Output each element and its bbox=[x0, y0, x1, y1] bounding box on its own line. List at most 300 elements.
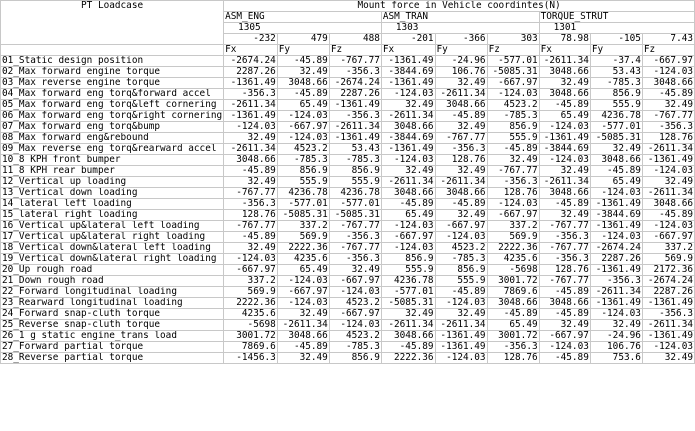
force-value-cell[interactable]: -2611.34 bbox=[590, 287, 642, 298]
force-value-cell[interactable]: -356.3 bbox=[329, 111, 381, 122]
loadcase-label-cell[interactable]: 23_Rearward longitudinal loading bbox=[1, 298, 224, 309]
force-value-cell[interactable]: -1361.49 bbox=[590, 221, 642, 232]
node-id-cell[interactable]: 1305 bbox=[224, 23, 382, 34]
force-value-cell[interactable]: -124.03 bbox=[642, 67, 694, 78]
force-value-cell[interactable]: 128.76 bbox=[435, 155, 487, 166]
component-cell[interactable]: Fx bbox=[539, 45, 590, 56]
force-value-cell[interactable]: -124.03 bbox=[224, 254, 278, 265]
loadcase-label-cell[interactable]: 03_Max reverse engine torque bbox=[1, 78, 224, 89]
force-value-cell[interactable]: -767.77 bbox=[329, 221, 381, 232]
force-value-cell[interactable]: -45.89 bbox=[539, 309, 590, 320]
loadcase-label-cell[interactable]: 21_Down rough road bbox=[1, 276, 224, 287]
force-value-cell[interactable]: 53.43 bbox=[329, 144, 381, 155]
force-value-cell[interactable]: -577.01 bbox=[381, 287, 435, 298]
force-value-cell[interactable]: -577.01 bbox=[329, 199, 381, 210]
force-value-cell[interactable]: 65.49 bbox=[277, 265, 329, 276]
force-value-cell[interactable]: 128.76 bbox=[539, 265, 590, 276]
force-value-cell[interactable]: -1361.49 bbox=[329, 133, 381, 144]
loadcase-label-cell[interactable]: 05_Max forward eng torq&left cornering bbox=[1, 100, 224, 111]
loadcase-label-cell[interactable]: 18_Vertical down&lateral left loading bbox=[1, 243, 224, 254]
force-value-cell[interactable]: -356.3 bbox=[329, 67, 381, 78]
mount-force-title-cell[interactable]: Mount force in Vehicle coordintes(N) bbox=[224, 1, 695, 12]
force-value-cell[interactable]: 4523.2 bbox=[329, 331, 381, 342]
force-value-cell[interactable]: 128.76 bbox=[224, 210, 278, 221]
force-value-cell[interactable]: 32.49 bbox=[381, 100, 435, 111]
force-value-cell[interactable]: -667.97 bbox=[329, 309, 381, 320]
force-value-cell[interactable]: -45.89 bbox=[590, 166, 642, 177]
force-value-cell[interactable]: 4523.2 bbox=[277, 144, 329, 155]
force-value-cell[interactable]: 4523.2 bbox=[329, 298, 381, 309]
force-value-cell[interactable]: -767.77 bbox=[329, 243, 381, 254]
force-value-cell[interactable]: 569.9 bbox=[487, 232, 539, 243]
force-value-cell[interactable]: 3048.66 bbox=[435, 188, 487, 199]
force-value-cell[interactable]: -667.97 bbox=[381, 232, 435, 243]
force-value-cell[interactable]: -1361.49 bbox=[435, 331, 487, 342]
component-cell[interactable]: Fy bbox=[435, 45, 487, 56]
force-value-cell[interactable]: -1361.49 bbox=[590, 199, 642, 210]
loadcase-label-cell[interactable]: 08_Max forward eng&rebound bbox=[1, 133, 224, 144]
force-value-cell[interactable]: 4236.78 bbox=[329, 188, 381, 199]
coord-cell[interactable]: -201 bbox=[381, 34, 435, 45]
force-value-cell[interactable]: 32.49 bbox=[224, 177, 278, 188]
force-value-cell[interactable]: 4236.78 bbox=[277, 188, 329, 199]
force-value-cell[interactable]: 2287.26 bbox=[642, 287, 694, 298]
force-value-cell[interactable]: -124.03 bbox=[590, 309, 642, 320]
mount-name-cell[interactable]: TORQUE_STRUT bbox=[539, 12, 694, 23]
node-id-cell[interactable]: 1301 bbox=[539, 23, 694, 34]
force-value-cell[interactable]: -124.03 bbox=[590, 232, 642, 243]
force-value-cell[interactable]: -785.3 bbox=[329, 342, 381, 353]
force-value-cell[interactable]: -2611.34 bbox=[539, 56, 590, 67]
force-value-cell[interactable]: -2611.34 bbox=[435, 177, 487, 188]
force-value-cell[interactable]: -124.03 bbox=[381, 221, 435, 232]
force-value-cell[interactable]: -767.77 bbox=[224, 221, 278, 232]
force-value-cell[interactable]: 555.9 bbox=[590, 100, 642, 111]
force-value-cell[interactable]: -785.3 bbox=[277, 155, 329, 166]
force-value-cell[interactable]: -45.89 bbox=[435, 111, 487, 122]
force-value-cell[interactable]: -2611.34 bbox=[642, 144, 694, 155]
force-value-cell[interactable]: -24.96 bbox=[590, 331, 642, 342]
force-value-cell[interactable]: -124.03 bbox=[381, 155, 435, 166]
coord-cell[interactable]: 78.98 bbox=[539, 34, 590, 45]
force-value-cell[interactable]: -45.89 bbox=[539, 353, 590, 364]
force-value-cell[interactable]: 569.9 bbox=[277, 232, 329, 243]
force-value-cell[interactable]: -124.03 bbox=[329, 320, 381, 331]
force-value-cell[interactable]: 106.76 bbox=[435, 67, 487, 78]
force-value-cell[interactable]: -2611.34 bbox=[224, 144, 278, 155]
loadcase-label-cell[interactable]: 27_Forward partial torque bbox=[1, 342, 224, 353]
force-value-cell[interactable]: -3844.69 bbox=[381, 133, 435, 144]
force-value-cell[interactable]: -785.3 bbox=[435, 254, 487, 265]
force-value-cell[interactable]: 32.49 bbox=[642, 353, 694, 364]
force-value-cell[interactable]: 3048.66 bbox=[539, 188, 590, 199]
force-value-cell[interactable]: -356.3 bbox=[487, 342, 539, 353]
force-value-cell[interactable]: 856.9 bbox=[487, 122, 539, 133]
force-value-cell[interactable]: 65.49 bbox=[539, 111, 590, 122]
force-value-cell[interactable]: 3048.66 bbox=[487, 298, 539, 309]
force-value-cell[interactable]: 32.49 bbox=[435, 122, 487, 133]
force-value-cell[interactable]: -767.77 bbox=[539, 243, 590, 254]
force-value-cell[interactable]: 3048.66 bbox=[590, 155, 642, 166]
force-value-cell[interactable]: 32.49 bbox=[487, 155, 539, 166]
force-value-cell[interactable]: 32.49 bbox=[539, 78, 590, 89]
force-value-cell[interactable]: -667.97 bbox=[277, 122, 329, 133]
force-value-cell[interactable]: 32.49 bbox=[277, 309, 329, 320]
force-value-cell[interactable]: -667.97 bbox=[224, 265, 278, 276]
force-value-cell[interactable]: -356.3 bbox=[329, 232, 381, 243]
force-value-cell[interactable]: -2674.24 bbox=[642, 276, 694, 287]
force-value-cell[interactable]: -124.03 bbox=[277, 298, 329, 309]
force-value-cell[interactable]: 2287.26 bbox=[590, 254, 642, 265]
force-value-cell[interactable]: 337.2 bbox=[224, 276, 278, 287]
force-value-cell[interactable]: -3844.69 bbox=[381, 67, 435, 78]
force-value-cell[interactable]: -1361.49 bbox=[590, 265, 642, 276]
force-value-cell[interactable]: -124.03 bbox=[329, 287, 381, 298]
force-value-cell[interactable]: 32.49 bbox=[381, 166, 435, 177]
force-value-cell[interactable]: 3048.66 bbox=[642, 78, 694, 89]
loadcase-label-cell[interactable]: 28_Reverse partial torque bbox=[1, 353, 224, 364]
force-value-cell[interactable]: -356.3 bbox=[642, 122, 694, 133]
force-value-cell[interactable]: 53.43 bbox=[590, 67, 642, 78]
loadcase-label-cell[interactable]: 07_Max forward eng torq&bump bbox=[1, 122, 224, 133]
force-value-cell[interactable]: 2222.36 bbox=[224, 298, 278, 309]
force-value-cell[interactable]: -667.97 bbox=[642, 232, 694, 243]
loadcase-label-cell[interactable]: 20_Up rough road bbox=[1, 265, 224, 276]
force-value-cell[interactable]: 555.9 bbox=[277, 177, 329, 188]
force-value-cell[interactable]: -45.89 bbox=[435, 199, 487, 210]
force-value-cell[interactable]: -37.4 bbox=[590, 56, 642, 67]
force-value-cell[interactable]: -45.89 bbox=[381, 342, 435, 353]
loadcase-label-cell[interactable]: 25_Reverse snap-cluth torque bbox=[1, 320, 224, 331]
force-value-cell[interactable]: -124.03 bbox=[224, 122, 278, 133]
force-value-cell[interactable]: -124.03 bbox=[487, 199, 539, 210]
force-value-cell[interactable]: -1361.49 bbox=[539, 133, 590, 144]
corner-header-cell[interactable]: PT Loadcase bbox=[1, 1, 224, 45]
force-value-cell[interactable]: -124.03 bbox=[277, 133, 329, 144]
coord-cell[interactable]: 303 bbox=[487, 34, 539, 45]
force-value-cell[interactable]: -124.03 bbox=[381, 89, 435, 100]
loadcase-label-cell[interactable]: 14_lateral left loading bbox=[1, 199, 224, 210]
force-value-cell[interactable]: -785.3 bbox=[487, 111, 539, 122]
loadcase-label-cell[interactable]: 10_8 KPH front bumper bbox=[1, 155, 224, 166]
force-value-cell[interactable]: 753.6 bbox=[590, 353, 642, 364]
force-value-cell[interactable]: -5085.31 bbox=[590, 133, 642, 144]
force-value-cell[interactable]: 65.49 bbox=[277, 100, 329, 111]
force-value-cell[interactable]: -124.03 bbox=[435, 353, 487, 364]
force-value-cell[interactable]: -45.89 bbox=[539, 100, 590, 111]
force-value-cell[interactable]: -45.89 bbox=[487, 144, 539, 155]
force-value-cell[interactable]: -2611.34 bbox=[224, 100, 278, 111]
force-value-cell[interactable]: -2611.34 bbox=[435, 320, 487, 331]
loadcase-label-cell[interactable]: 06_Max forward eng torq&right cornering bbox=[2, 110, 223, 121]
force-value-cell[interactable]: -2674.24 bbox=[329, 78, 381, 89]
force-value-cell[interactable]: -356.3 bbox=[224, 89, 278, 100]
force-value-cell[interactable]: -5085.31 bbox=[381, 298, 435, 309]
force-value-cell[interactable]: 32.49 bbox=[224, 133, 278, 144]
loadcase-label-cell[interactable]: 12_Vertical up loading bbox=[1, 177, 224, 188]
force-value-cell[interactable]: -767.77 bbox=[224, 188, 278, 199]
force-value-cell[interactable]: -785.3 bbox=[590, 78, 642, 89]
force-value-cell[interactable]: 65.49 bbox=[381, 210, 435, 221]
force-value-cell[interactable]: -1361.49 bbox=[224, 111, 278, 122]
loadcase-label-cell[interactable]: 15_lateral right loading bbox=[1, 210, 224, 221]
force-value-cell[interactable]: -1361.49 bbox=[590, 298, 642, 309]
component-cell[interactable]: Fy bbox=[590, 45, 642, 56]
force-value-cell[interactable]: 337.2 bbox=[277, 221, 329, 232]
force-value-cell[interactable]: -767.77 bbox=[539, 221, 590, 232]
force-value-cell[interactable]: 32.49 bbox=[277, 67, 329, 78]
force-value-cell[interactable]: -45.89 bbox=[539, 199, 590, 210]
component-cell[interactable]: Fx bbox=[381, 45, 435, 56]
force-value-cell[interactable]: 3048.66 bbox=[539, 67, 590, 78]
force-value-cell[interactable]: 569.9 bbox=[224, 287, 278, 298]
force-value-cell[interactable]: 856.9 bbox=[381, 254, 435, 265]
coord-cell[interactable]: 488 bbox=[329, 34, 381, 45]
force-value-cell[interactable]: -124.03 bbox=[642, 166, 694, 177]
force-value-cell[interactable]: -124.03 bbox=[277, 111, 329, 122]
component-cell[interactable]: Fz bbox=[329, 45, 381, 56]
force-value-cell[interactable]: -24.96 bbox=[435, 56, 487, 67]
force-value-cell[interactable]: 856.9 bbox=[329, 166, 381, 177]
force-value-cell[interactable]: -667.97 bbox=[642, 56, 694, 67]
force-value-cell[interactable]: 32.49 bbox=[329, 265, 381, 276]
force-value-cell[interactable]: -5085.31 bbox=[329, 210, 381, 221]
force-value-cell[interactable]: -1361.49 bbox=[224, 78, 278, 89]
force-value-cell[interactable]: -1361.49 bbox=[642, 298, 694, 309]
force-value-cell[interactable]: -667.97 bbox=[435, 221, 487, 232]
coord-cell[interactable]: -105 bbox=[590, 34, 642, 45]
force-value-cell[interactable]: -45.89 bbox=[277, 342, 329, 353]
force-value-cell[interactable]: 4235.6 bbox=[224, 309, 278, 320]
force-value-cell[interactable]: -3844.69 bbox=[539, 144, 590, 155]
force-value-cell[interactable]: 32.49 bbox=[435, 309, 487, 320]
force-value-cell[interactable]: 32.49 bbox=[539, 320, 590, 331]
force-value-cell[interactable]: -45.89 bbox=[224, 166, 278, 177]
force-value-cell[interactable]: -1361.49 bbox=[381, 56, 435, 67]
force-value-cell[interactable]: -45.89 bbox=[277, 56, 329, 67]
force-value-cell[interactable]: -45.89 bbox=[224, 232, 278, 243]
force-value-cell[interactable]: 32.49 bbox=[642, 177, 694, 188]
force-value-cell[interactable]: -2611.34 bbox=[329, 122, 381, 133]
force-value-cell[interactable]: 3048.66 bbox=[224, 155, 278, 166]
force-value-cell[interactable]: -356.3 bbox=[435, 144, 487, 155]
component-cell[interactable]: Fz bbox=[642, 45, 694, 56]
force-value-cell[interactable]: -577.01 bbox=[487, 56, 539, 67]
force-value-cell[interactable]: -1456.3 bbox=[224, 353, 278, 364]
loadcase-label-cell[interactable]: 24_Forward snap-cluth torque bbox=[1, 309, 224, 320]
force-value-cell[interactable]: 3001.72 bbox=[224, 331, 278, 342]
force-value-cell[interactable]: 4236.78 bbox=[590, 111, 642, 122]
force-value-cell[interactable]: 2287.26 bbox=[329, 89, 381, 100]
force-value-cell[interactable]: 856.9 bbox=[329, 353, 381, 364]
component-cell[interactable]: Fz bbox=[487, 45, 539, 56]
force-value-cell[interactable]: -577.01 bbox=[277, 199, 329, 210]
force-value-cell[interactable]: 7869.6 bbox=[487, 287, 539, 298]
loadcase-label-cell[interactable]: 02_Max forward engine torque bbox=[1, 67, 224, 78]
force-value-cell[interactable]: -356.3 bbox=[539, 232, 590, 243]
force-value-cell[interactable]: -356.3 bbox=[487, 177, 539, 188]
force-value-cell[interactable]: -124.03 bbox=[381, 243, 435, 254]
force-value-cell[interactable]: 337.2 bbox=[642, 243, 694, 254]
force-value-cell[interactable]: -785.3 bbox=[329, 155, 381, 166]
force-value-cell[interactable]: 65.49 bbox=[487, 320, 539, 331]
force-value-cell[interactable]: 128.76 bbox=[487, 353, 539, 364]
mount-name-cell[interactable]: ASM_ENG bbox=[224, 12, 382, 23]
force-value-cell[interactable]: -767.77 bbox=[642, 111, 694, 122]
force-value-cell[interactable]: -2674.24 bbox=[224, 56, 278, 67]
force-value-cell[interactable]: 32.49 bbox=[435, 166, 487, 177]
force-value-cell[interactable]: 32.49 bbox=[224, 243, 278, 254]
force-value-cell[interactable]: 2222.36 bbox=[381, 353, 435, 364]
force-value-cell[interactable]: -667.97 bbox=[329, 276, 381, 287]
force-value-cell[interactable]: 4235.6 bbox=[487, 254, 539, 265]
force-value-cell[interactable]: 3001.72 bbox=[487, 276, 539, 287]
force-value-cell[interactable]: -356.3 bbox=[329, 254, 381, 265]
loadcase-label-cell[interactable]: 11_8 KPH rear bumper bbox=[1, 166, 224, 177]
force-value-cell[interactable]: 106.76 bbox=[590, 342, 642, 353]
force-value-cell[interactable]: 4523.2 bbox=[435, 243, 487, 254]
force-value-cell[interactable]: -767.77 bbox=[435, 133, 487, 144]
force-value-cell[interactable]: 555.9 bbox=[329, 177, 381, 188]
force-value-cell[interactable]: -767.77 bbox=[539, 276, 590, 287]
force-value-cell[interactable]: -124.03 bbox=[642, 342, 694, 353]
force-value-cell[interactable]: -767.77 bbox=[329, 56, 381, 67]
force-value-cell[interactable]: 4523.2 bbox=[487, 100, 539, 111]
force-value-cell[interactable]: -2611.34 bbox=[381, 177, 435, 188]
force-value-cell[interactable]: 32.49 bbox=[435, 78, 487, 89]
force-value-cell[interactable]: -124.03 bbox=[642, 221, 694, 232]
force-value-cell[interactable]: 32.49 bbox=[539, 166, 590, 177]
force-value-cell[interactable]: -2611.34 bbox=[277, 320, 329, 331]
force-value-cell[interactable]: -45.89 bbox=[435, 287, 487, 298]
force-value-cell[interactable]: -1361.49 bbox=[381, 78, 435, 89]
force-value-cell[interactable]: -124.03 bbox=[435, 298, 487, 309]
force-value-cell[interactable]: 32.49 bbox=[277, 353, 329, 364]
force-value-cell[interactable]: -2611.34 bbox=[642, 188, 694, 199]
force-value-cell[interactable]: -124.03 bbox=[539, 155, 590, 166]
force-value-cell[interactable]: 128.76 bbox=[642, 133, 694, 144]
force-value-cell[interactable]: -124.03 bbox=[590, 188, 642, 199]
force-value-cell[interactable]: -45.89 bbox=[381, 199, 435, 210]
force-value-cell[interactable]: -767.77 bbox=[487, 166, 539, 177]
force-value-cell[interactable]: 3048.66 bbox=[381, 331, 435, 342]
force-value-cell[interactable]: 3048.66 bbox=[539, 298, 590, 309]
force-value-cell[interactable]: 7869.6 bbox=[224, 342, 278, 353]
loadcase-label-cell[interactable]: 26_1 g static engine_trans load bbox=[1, 331, 224, 342]
force-value-cell[interactable]: 32.49 bbox=[590, 320, 642, 331]
force-value-cell[interactable]: 2287.26 bbox=[224, 67, 278, 78]
force-value-cell[interactable]: -5698 bbox=[487, 265, 539, 276]
force-value-cell[interactable]: -356.3 bbox=[539, 254, 590, 265]
force-value-cell[interactable]: -356.3 bbox=[224, 199, 278, 210]
force-value-cell[interactable]: 32.49 bbox=[381, 309, 435, 320]
force-value-cell[interactable]: -1361.49 bbox=[642, 331, 694, 342]
force-value-cell[interactable]: -45.89 bbox=[277, 89, 329, 100]
force-value-cell[interactable]: 4236.78 bbox=[381, 276, 435, 287]
component-cell[interactable]: Fy bbox=[277, 45, 329, 56]
force-value-cell[interactable]: -1361.49 bbox=[329, 100, 381, 111]
force-value-cell[interactable]: -1361.49 bbox=[642, 155, 694, 166]
force-value-cell[interactable]: 2172.36 bbox=[642, 265, 694, 276]
force-value-cell[interactable]: 3048.66 bbox=[381, 122, 435, 133]
force-value-cell[interactable]: -667.97 bbox=[487, 210, 539, 221]
coord-cell[interactable]: 7.43 bbox=[642, 34, 694, 45]
force-value-cell[interactable]: -667.97 bbox=[539, 331, 590, 342]
force-value-cell[interactable]: 3048.66 bbox=[539, 89, 590, 100]
force-value-cell[interactable]: -2611.34 bbox=[539, 177, 590, 188]
coord-cell[interactable]: 479 bbox=[277, 34, 329, 45]
force-value-cell[interactable]: -2674.24 bbox=[590, 243, 642, 254]
loadcase-label-cell[interactable]: 22_Forward longitudinal loading bbox=[1, 287, 224, 298]
coord-cell[interactable]: -366 bbox=[435, 34, 487, 45]
force-value-cell[interactable]: 3048.66 bbox=[642, 199, 694, 210]
force-value-cell[interactable]: -5085.31 bbox=[277, 210, 329, 221]
force-value-cell[interactable]: 2222.36 bbox=[277, 243, 329, 254]
force-value-cell[interactable]: 856.9 bbox=[435, 265, 487, 276]
force-value-cell[interactable]: 337.2 bbox=[487, 221, 539, 232]
force-value-cell[interactable]: -667.97 bbox=[277, 287, 329, 298]
force-value-cell[interactable]: 856.9 bbox=[277, 166, 329, 177]
node-id-cell[interactable]: 1303 bbox=[381, 23, 539, 34]
force-value-cell[interactable]: -5698 bbox=[224, 320, 278, 331]
row-label-cell[interactable] bbox=[1, 45, 224, 56]
coord-cell[interactable]: -232 bbox=[224, 34, 278, 45]
force-value-cell[interactable]: 32.49 bbox=[539, 210, 590, 221]
force-value-cell[interactable]: -45.89 bbox=[539, 287, 590, 298]
force-value-cell[interactable]: 3048.66 bbox=[435, 100, 487, 111]
force-value-cell[interactable]: 128.76 bbox=[487, 188, 539, 199]
force-value-cell[interactable]: -124.03 bbox=[539, 342, 590, 353]
loadcase-label-cell[interactable]: 04_Max forward eng torq&forward accel bbox=[1, 89, 224, 100]
loadcase-label-cell[interactable]: 01_Static design position bbox=[1, 56, 224, 67]
force-value-cell[interactable]: -1361.49 bbox=[381, 144, 435, 155]
force-value-cell[interactable]: 555.9 bbox=[381, 265, 435, 276]
force-value-cell[interactable]: -124.03 bbox=[487, 89, 539, 100]
force-value-cell[interactable]: -2611.34 bbox=[381, 111, 435, 122]
force-value-cell[interactable]: -2611.34 bbox=[381, 320, 435, 331]
mount-name-cell[interactable]: ASM_TRAN bbox=[381, 12, 539, 23]
loadcase-label-cell[interactable]: 16_Vertical up&lateral left loading bbox=[1, 221, 224, 232]
loadcase-label-cell[interactable]: 13_Vertical down loading bbox=[1, 188, 224, 199]
force-value-cell[interactable]: -5085.31 bbox=[487, 67, 539, 78]
force-value-cell[interactable]: 856.9 bbox=[590, 89, 642, 100]
component-cell[interactable]: Fx bbox=[224, 45, 278, 56]
force-value-cell[interactable]: -3844.69 bbox=[590, 210, 642, 221]
force-value-cell[interactable]: 3048.66 bbox=[381, 188, 435, 199]
loadcase-label-cell[interactable]: 09_Max reverse eng torq&rearward accel bbox=[1, 144, 224, 155]
force-value-cell[interactable]: -2611.34 bbox=[435, 89, 487, 100]
force-value-cell[interactable]: 32.49 bbox=[590, 144, 642, 155]
force-value-cell[interactable]: 2222.36 bbox=[487, 243, 539, 254]
force-value-cell[interactable]: -2611.34 bbox=[642, 320, 694, 331]
force-value-cell[interactable]: 555.9 bbox=[435, 276, 487, 287]
force-value-cell[interactable]: -45.89 bbox=[642, 210, 694, 221]
force-value-cell[interactable]: -45.89 bbox=[487, 309, 539, 320]
force-value-cell[interactable]: -124.03 bbox=[435, 232, 487, 243]
force-value-cell[interactable]: -667.97 bbox=[487, 78, 539, 89]
force-value-cell[interactable]: 3048.66 bbox=[277, 78, 329, 89]
loadcase-label-cell[interactable]: 19_Vertical down&lateral right loading bbox=[1, 254, 224, 265]
force-value-cell[interactable]: 3001.72 bbox=[487, 331, 539, 342]
force-value-cell[interactable]: -577.01 bbox=[590, 122, 642, 133]
loadcase-label-cell[interactable]: 17_Vertical up&lateral right loading bbox=[1, 232, 224, 243]
force-value-cell[interactable]: 65.49 bbox=[590, 177, 642, 188]
force-value-cell[interactable]: 569.9 bbox=[642, 254, 694, 265]
force-value-cell[interactable]: 4235.6 bbox=[277, 254, 329, 265]
force-value-cell[interactable]: -1361.49 bbox=[435, 342, 487, 353]
force-value-cell[interactable]: 3048.66 bbox=[277, 331, 329, 342]
force-value-cell[interactable]: -356.3 bbox=[642, 309, 694, 320]
